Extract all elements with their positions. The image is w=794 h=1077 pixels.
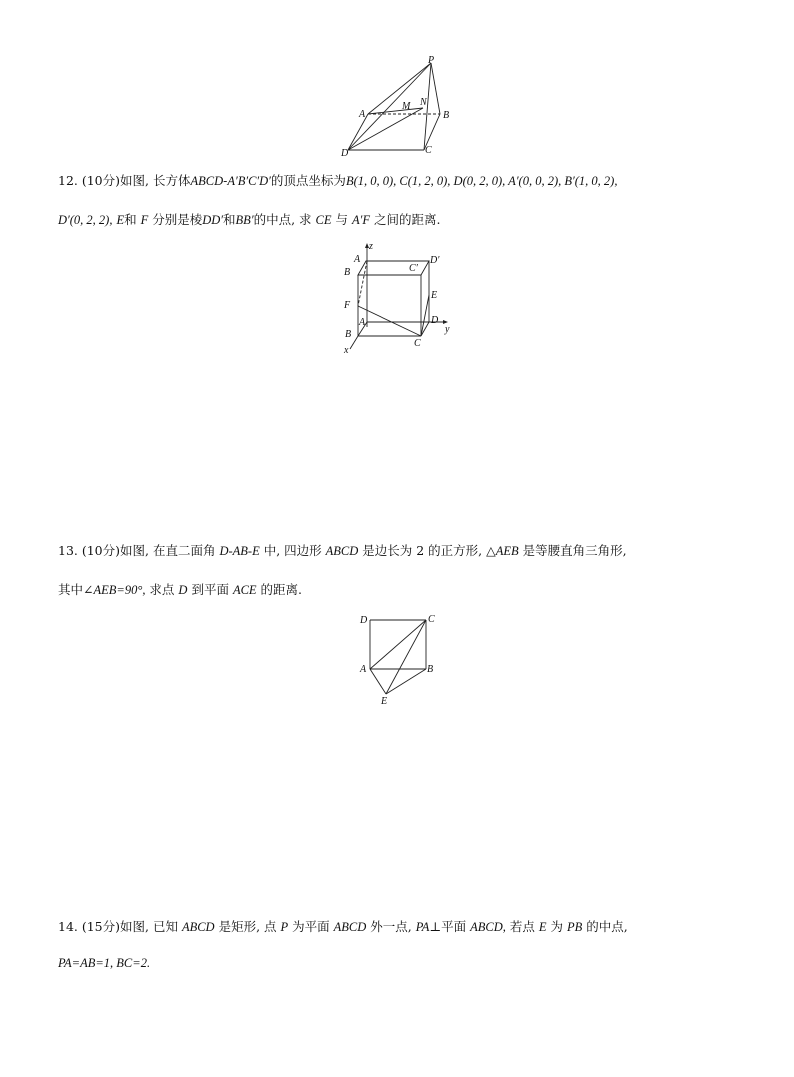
label-p: P	[428, 55, 435, 66]
dihedral-edges	[370, 620, 426, 694]
label-b: B	[443, 110, 450, 121]
label-c-top: C′	[409, 263, 418, 274]
label-m: M	[402, 101, 411, 112]
label-e: E	[381, 696, 388, 707]
label-n: N	[420, 97, 427, 108]
figure-dihedral	[355, 610, 445, 710]
label-a: A	[359, 109, 366, 120]
label-b-top: B	[344, 267, 351, 278]
figure-cuboid	[340, 240, 460, 355]
label-d: D	[360, 615, 368, 626]
label-c-bottom: C	[414, 338, 421, 349]
label-d: D	[341, 148, 349, 159]
label-c: C	[425, 145, 432, 156]
label-c: C	[428, 614, 435, 625]
axis-x-label: x	[344, 345, 349, 356]
problem-14-line-2: PA=AB=1, BC=2.	[58, 956, 151, 970]
label-b-bottom: B	[345, 329, 352, 340]
label-b: B	[427, 664, 434, 675]
figure-pyramid	[335, 55, 465, 160]
label-e: E	[431, 290, 438, 301]
problem-13-line-2: 其中∠AEB=90°, 求点 D 到平面 ACE 的距离.	[58, 582, 303, 597]
label-a-top: A	[354, 254, 361, 265]
problem-12-line-1: 12. (10分)如图, 长方体ABCD-A′B′C′D′的顶点坐标为B(1, 0, 0), C(1, 2, 0), D(0, 2, 0), A′(0, 0, 2), B′(1, 0, 2),	[58, 173, 618, 188]
label-d-top: D′	[430, 255, 440, 266]
problem-14-line-1: 14. (15分)如图, 已知 ABCD 是矩形, 点 P 为平面 ABCD 外一点, PA⊥平面 ABCD, 若点 E 为 PB 的中点,	[58, 919, 628, 934]
problem-12-line-2: D′(0, 2, 2), E和 F 分别是棱DD′和BB′的中点, 求 CE 与 A′F 之间的距离.	[58, 212, 441, 227]
label-d-bottom: D	[431, 315, 439, 326]
label-a: A	[360, 664, 367, 675]
axis-z-label: z	[369, 241, 373, 252]
problem-13-line-1: 13. (10分)如图, 在直二面角 D-AB-E 中, 四边形 ABCD 是边长为 2 的正方形, △AEB 是等腰直角三角形,	[58, 543, 627, 558]
label-a-bottom: A	[359, 317, 366, 328]
label-f: F	[344, 300, 351, 311]
axis-y-label: y	[445, 324, 450, 335]
